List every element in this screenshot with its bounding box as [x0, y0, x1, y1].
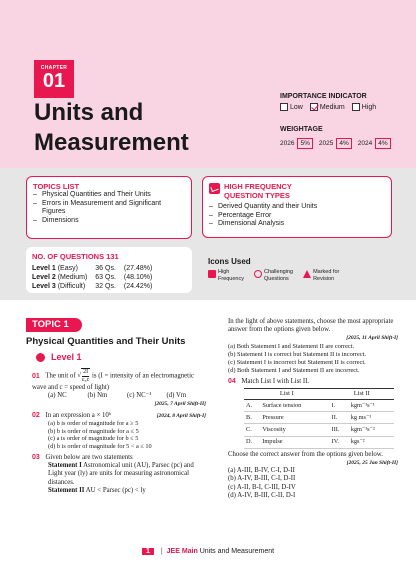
fraction-numerator: 2I — [83, 369, 89, 375]
checkbox-icon — [280, 103, 288, 111]
statement-1 — [32, 462, 206, 487]
footer-separator: | — [160, 548, 163, 555]
option: (a) b is order of magnitude for a ≥ 5 — [48, 419, 139, 427]
weightage-year: 2024 — [357, 140, 373, 147]
list-item: – Dimensions — [33, 217, 185, 226]
level-icon — [36, 353, 45, 362]
statement-2 — [32, 487, 206, 495]
level-percent: (48.10%) — [123, 274, 153, 281]
list-item: – Percentage Error — [209, 212, 385, 221]
high-frequency-card — [202, 176, 392, 238]
question-source: [2025, 25 Jan Shift-II] — [346, 460, 398, 467]
topics-list — [33, 191, 185, 225]
option: (b) A-IV, B-III, C-I, D-II — [228, 475, 296, 483]
question-04 — [228, 378, 398, 500]
option: (d) Both Statement I and Statement II are incorrect. — [228, 366, 360, 374]
level-name: Level 1 (Easy) — [32, 265, 78, 272]
options-list — [32, 420, 206, 451]
high-frequency-icon — [209, 183, 220, 194]
row-item: kg ms⁻¹ — [349, 412, 394, 424]
row-key: III. — [330, 424, 349, 436]
statement-text: AU < Parsec (pc) < ly — [85, 486, 146, 494]
importance-options — [280, 103, 383, 111]
questions-count-table — [32, 264, 160, 291]
importance-high-label: High — [361, 103, 377, 111]
list-item: – Errors in Measurement and Significant Figures — [33, 200, 185, 217]
list-item: – Physical Quantities and Their Units — [33, 191, 185, 200]
row-item: Surface tension — [260, 400, 329, 412]
option: (a) NC — [48, 392, 67, 400]
weightage-heading: WEIGHTAGE — [280, 126, 323, 133]
question-text: Given below are two statements — [45, 454, 133, 461]
fraction-denominator: ε₀c — [82, 377, 90, 383]
level-percent: (27.48%) — [123, 265, 153, 272]
legend-label: Frequency — [218, 275, 244, 282]
chapter-title-line1: Units and — [34, 99, 144, 126]
column-header: List II — [330, 388, 394, 399]
topics-list-title: TOPICS LIST — [33, 182, 80, 191]
row-key: B. — [244, 412, 260, 424]
high-frequency-icon — [208, 270, 216, 278]
question-number: 03 — [32, 454, 40, 461]
row-key: A. — [244, 400, 260, 412]
icons-legend — [208, 269, 349, 282]
revision-marker-icon — [303, 270, 311, 278]
legend-label: Marked for — [313, 269, 340, 275]
row-item: Viscosity — [260, 424, 329, 436]
question-01 — [32, 368, 206, 409]
question-text: Choose the correct answer from the options given below. — [228, 450, 383, 458]
question-number: 01 — [32, 372, 40, 380]
row-item: Impulse — [260, 436, 329, 448]
option: (d) b is order of magnitude for 5 < a ≤ 10 — [48, 443, 152, 451]
footer-subject: Units and Measurement — [199, 548, 275, 555]
question-source: [2025, 11 April Shift-I] — [346, 335, 398, 342]
weightage-value: 4% — [375, 138, 390, 149]
legend-label: Questions — [264, 275, 289, 282]
row-key: C. — [244, 424, 260, 436]
questions-count-card — [26, 247, 192, 293]
option: (b) Statement I is correct but Statement II is incorrect. — [228, 350, 367, 358]
topic-name: Physical Quantities and Their Units — [26, 336, 186, 347]
weightage-row — [280, 138, 397, 149]
list-item: – Dimensional Analysis — [209, 220, 385, 229]
option: (b) Nm — [87, 392, 108, 400]
question-text: Match List I with List II. — [241, 377, 310, 385]
chapter-number: 01 — [42, 70, 66, 92]
option: (c) NC⁻¹ — [127, 392, 152, 400]
row-key: IV. — [330, 436, 349, 448]
option: (c) A-II, B-I, C-III, D-IV — [228, 483, 296, 491]
table-row — [244, 412, 394, 424]
importance-medium — [310, 103, 345, 111]
question-number: 02 — [32, 411, 40, 419]
question-03-continued — [228, 318, 398, 375]
list-item: – Derived Quantity and their Units — [209, 203, 385, 212]
legend-item — [254, 269, 293, 282]
high-frequency-title-line1: HIGH FREQUENCY — [224, 182, 292, 191]
challenging-icon — [254, 270, 262, 278]
level-heading — [36, 352, 82, 362]
statement-label: Statement I — [48, 462, 82, 470]
footer-brand: JEE Main — [166, 548, 198, 555]
high-frequency-title-line2: QUESTION TYPES — [224, 191, 290, 200]
chapter-title — [34, 98, 189, 158]
level-name: Level 2 (Medium) — [32, 274, 88, 281]
table-row — [32, 264, 160, 273]
option: (a) Both Statement I and Statement II are correct. — [228, 342, 355, 350]
row-item: kgs⁻² — [349, 436, 394, 448]
level-count: 36 Qs. — [95, 265, 116, 272]
question-text: The unit of — [45, 372, 76, 380]
legend-item — [303, 269, 339, 282]
legend-label: Challenging — [264, 269, 294, 275]
question-text: In the light of above statements, choose the most appropriate answer from the options given below. — [228, 318, 394, 334]
importance-low-label: Low — [290, 103, 303, 111]
page-footer — [0, 548, 416, 555]
row-item: kgm⁻¹s⁻¹ — [349, 400, 394, 412]
question-number: 04 — [228, 377, 236, 385]
question-text: In an expression a × 10ᵇ — [45, 411, 111, 419]
option: (b) b is order of magnitude for a ≤ 5 — [48, 427, 139, 435]
option: (c) a is order of magnitude for b ≤ 5 — [48, 435, 139, 443]
level-count: 32 Qs. — [95, 283, 116, 290]
importance-low — [280, 103, 303, 111]
statement-label: Statement II — [48, 486, 85, 494]
column-header: List I — [244, 388, 330, 399]
row-key: I. — [330, 400, 349, 412]
importance-high — [352, 103, 376, 111]
question-source: [2024, 8 April Shift-I] — [156, 412, 206, 419]
options-list — [228, 467, 398, 500]
table-row — [32, 273, 160, 282]
table-row — [244, 424, 394, 436]
checkbox-icon — [352, 103, 360, 111]
chapter-title-line2: Measurement — [34, 129, 189, 156]
match-table — [244, 388, 394, 449]
topic-pill: TOPIC 1 — [26, 318, 82, 332]
high-frequency-list — [209, 203, 385, 229]
questions-count-title: NO. OF QUESTIONS 131 — [32, 252, 119, 261]
page-number: 1 — [142, 548, 154, 555]
table-row — [32, 282, 160, 291]
table-header-row — [244, 388, 394, 399]
option: (c) Statement I is incorrect but Statement II is correct. — [228, 358, 366, 366]
statement-text: Astronomical unit (AU), Parsec (pc) and Light year (ly) are units for measuring astronomical distances. — [48, 462, 194, 486]
topics-list-card — [26, 176, 192, 239]
chapter-badge — [34, 60, 74, 98]
row-item: kgm⁻¹s⁻² — [349, 424, 394, 436]
high-frequency-header — [209, 182, 385, 200]
weightage-year: 2026 — [280, 140, 295, 147]
question-03 — [32, 454, 206, 495]
option: (d) A-IV, B-III, C-II, D-I — [228, 491, 296, 499]
questions-right-column — [228, 318, 398, 500]
weightage-value: 4% — [336, 138, 351, 149]
question-02 — [32, 412, 206, 451]
question-text: is (I = intensity of an electromagnetic wave and c = speed of light) — [32, 372, 194, 391]
question-source: [2025, 7 April Shift-II] — [154, 401, 206, 408]
importance-medium-label: Medium — [319, 103, 345, 111]
option: (a) A-III, B-IV, C-I, D-II — [228, 467, 295, 475]
legend-item — [208, 269, 244, 282]
high-frequency-title — [224, 182, 292, 200]
level-percent: (24.42%) — [123, 283, 153, 290]
row-key: D. — [244, 436, 260, 448]
legend-label: Revision — [313, 275, 335, 282]
weightage-value: 5% — [297, 138, 312, 149]
level-name: Level 3 (Difficult) — [32, 283, 86, 290]
weightage-year: 2025 — [318, 140, 334, 147]
level-label: Level 1 — [51, 352, 82, 362]
questions-left-column — [32, 368, 206, 495]
options-list — [228, 343, 398, 375]
checkbox-checked-icon — [310, 103, 318, 111]
legend-label: High — [218, 269, 230, 275]
row-item: Pressure — [260, 412, 329, 424]
level-count: 63 Qs. — [95, 274, 116, 281]
table-row — [244, 400, 394, 412]
row-key: II. — [330, 412, 349, 424]
importance-heading: IMPORTANCE INDICATOR — [280, 93, 367, 100]
table-row — [244, 436, 394, 448]
icons-used-heading: Icons Used — [208, 257, 251, 266]
sqrt-fraction: √ $\frac{2I}{\text{ε₀c}}$ — [77, 369, 90, 383]
option: (d) Vm — [166, 392, 187, 400]
chapter-label: CHAPTER — [40, 65, 68, 71]
options-row — [32, 392, 206, 400]
